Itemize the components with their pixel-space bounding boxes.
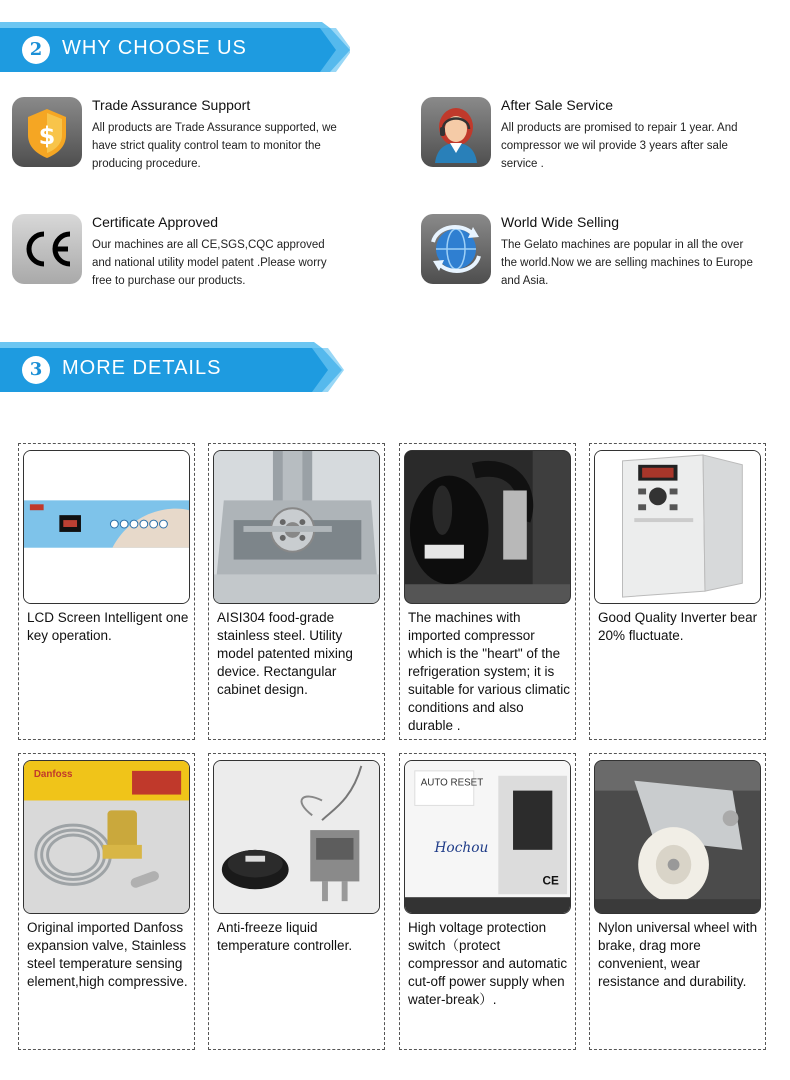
temperature-controller-photo (213, 760, 380, 914)
detail-card-temperature-controller (208, 753, 385, 1050)
feature-description: The Gelato machines are popular in all the over the world.Now we are selling machines to Europe and Asia. (501, 239, 753, 287)
detail-caption: LCD Screen Intelligent one key operation. (27, 610, 189, 643)
stainless-mixing-device-photo (213, 450, 380, 604)
detail-caption: Original imported Danfoss expansion valve, Stainless steel temperature sensing element,high compressive. (27, 920, 188, 989)
lcd-control-panel-photo (23, 450, 190, 604)
section-banner-more-details (0, 342, 350, 398)
detail-card-stainless-steel (208, 443, 385, 740)
feature-title: Trade Assurance Support (92, 97, 251, 113)
auto-reset-label: AUTO RESET (420, 777, 484, 789)
detail-card-lcd-screen (18, 443, 195, 740)
caster-wheel-photo (594, 760, 761, 914)
detail-caption: Nylon universal wheel with brake, drag more convenient, wear resistance and durability. (598, 920, 758, 989)
detail-caption: AISI304 food-grade stainless steel. Utility model patented mixing device. Rectangular cabinet design. (217, 610, 353, 697)
globe-arrows-icon (421, 214, 491, 284)
feature-after-sale-service (421, 97, 761, 197)
feature-certificate-approved (12, 214, 352, 314)
feature-world-wide-selling (421, 214, 761, 314)
svg-text:Hochou: Hochou (434, 839, 489, 856)
detail-card-caster-wheel (589, 753, 766, 1050)
detail-caption: High voltage protection switch（protect compressor and automatic cut-off power supply when water-break）. (408, 920, 568, 1007)
section-number: 3 (22, 356, 50, 384)
compressor-photo (404, 450, 571, 604)
section-number: 2 (22, 36, 50, 64)
svg-text:$: $ (38, 122, 56, 150)
feature-description: All products are Trade Assurance supported, we have strict quality control team to monitor the producing procedure. (92, 122, 337, 170)
ce-label: CE (542, 873, 559, 888)
customer-service-agent-icon (421, 97, 491, 167)
feature-title: Certificate Approved (92, 214, 219, 230)
pressure-switch-photo (404, 760, 571, 914)
feature-title: World Wide Selling (501, 214, 620, 230)
detail-card-pressure-switch (399, 753, 576, 1050)
detail-card-expansion-valve (18, 753, 195, 1050)
feature-title: After Sale Service (501, 97, 614, 113)
expansion-valve-photo (23, 760, 190, 914)
detail-caption: Good Quality Inverter bear 20% fluctuate. (598, 610, 758, 643)
feature-trade-assurance (12, 97, 352, 197)
feature-description: Our machines are all CE,SGS,CQC approved and national utility model patent .Please worry free to purchase our products. (92, 239, 327, 287)
ce-mark-icon (12, 214, 82, 284)
section-banner-why-choose-us (0, 22, 350, 78)
detail-card-inverter (589, 443, 766, 740)
inverter-photo (594, 450, 761, 604)
trade-assurance-shield-icon (12, 97, 82, 167)
section-title: MORE DETAILS (62, 357, 222, 379)
detail-caption: Anti-freeze liquid temperature controller. (217, 920, 353, 953)
feature-description: All products are promised to repair 1 year. And compressor we wil provide 3 years after sale service . (501, 122, 738, 170)
detail-caption: The machines with imported compressor which is the "heart" of the refrigeration system; it is suitable for various climatic conditions and also durable . (408, 610, 571, 733)
section-title: WHY CHOOSE US (62, 37, 247, 59)
detail-card-compressor (399, 443, 576, 740)
danfoss-label: Danfoss (33, 768, 73, 780)
